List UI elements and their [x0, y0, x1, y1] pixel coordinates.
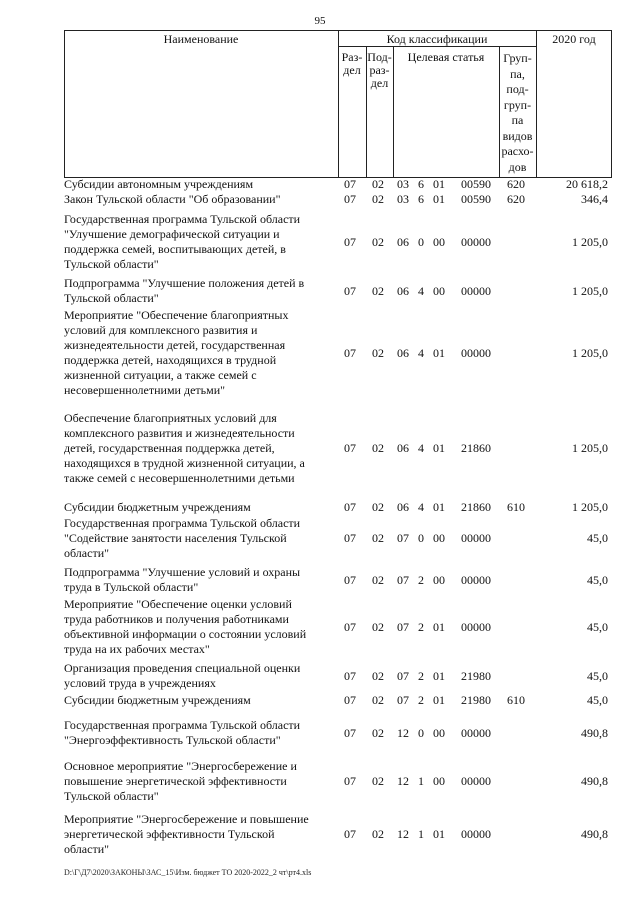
- direction-code: 21980: [461, 669, 491, 683]
- program-code: 06: [397, 441, 409, 455]
- row-name: Субсидии бюджетным учреждениям: [64, 500, 251, 514]
- subsection-code: 02: [372, 573, 384, 587]
- section-code: 07: [344, 573, 356, 587]
- row-name: Подпрограмма "Улучшение условий и охраны труда в Тульской области": [64, 565, 301, 594]
- program-code: 06: [397, 284, 409, 298]
- program-code: 06: [397, 500, 409, 514]
- row-name: Основное мероприятие "Энергосбережение и повышение энергетической эффективности Тульской области": [64, 759, 297, 803]
- amount-2020: 20 618,2: [566, 177, 608, 191]
- subsection-code: 02: [372, 441, 384, 455]
- subsection-code: 02: [372, 827, 384, 841]
- amount-2020: 346,4: [581, 192, 608, 206]
- header-group: Груп- па, под- груп- па видов расхо- дов: [501, 51, 534, 174]
- subsection-code: 02: [372, 177, 384, 191]
- amount-2020: 1 205,0: [572, 441, 608, 455]
- section-code: 07: [344, 693, 356, 707]
- expense-group-code: 610: [507, 500, 525, 514]
- subprogram-code: 4: [418, 441, 424, 455]
- subprogram-code: 6: [418, 192, 424, 206]
- direction-code: 00000: [461, 573, 491, 587]
- subsection-code: 02: [372, 774, 384, 788]
- program-code: 12: [397, 726, 409, 740]
- section-code: 07: [344, 500, 356, 514]
- amount-2020: 45,0: [587, 620, 608, 634]
- subprogram-code: 4: [418, 346, 424, 360]
- section-code: 07: [344, 774, 356, 788]
- row-name: Субсидии бюджетным учреждениям: [64, 693, 251, 707]
- program-code: 03: [397, 177, 409, 191]
- event-code: 01: [433, 441, 445, 455]
- subsection-code: 02: [372, 235, 384, 249]
- section-code: 07: [344, 284, 356, 298]
- event-code: 01: [433, 346, 445, 360]
- direction-code: 21860: [461, 441, 491, 455]
- row-name: Мероприятие "Обеспечение благоприятных условий для комплексного развития и жизнедеятельности детей, государственная поддержка детей, находящихся в трудной жизненной ситуации, а также семей с несовершеннолетними детьми": [64, 308, 289, 397]
- row-name: Государственная программа Тульской области "Содействие занятости населения Тульской области": [64, 516, 301, 560]
- event-code: 00: [433, 531, 445, 545]
- amount-2020: 1 205,0: [572, 284, 608, 298]
- row-name: Государственная программа Тульской области "Энергоэффективность Тульской области": [64, 718, 301, 747]
- page-number: 95: [314, 15, 326, 27]
- expense-group-code: 620: [507, 177, 525, 191]
- program-code: 12: [397, 774, 409, 788]
- direction-code: 00000: [461, 827, 491, 841]
- row-name: Государственная программа Тульской области "Улучшение демографической ситуации и поддержка семей, воспитывающих детей, в Тульской области": [64, 212, 301, 271]
- amount-2020: 490,8: [581, 726, 608, 740]
- direction-code: 00000: [461, 531, 491, 545]
- amount-2020: 490,8: [581, 827, 608, 841]
- subsection-code: 02: [372, 620, 384, 634]
- event-code: 00: [433, 774, 445, 788]
- section-code: 07: [344, 346, 356, 360]
- section-code: 07: [344, 669, 356, 683]
- section-code: 07: [344, 192, 356, 206]
- program-code: 06: [397, 346, 409, 360]
- program-code: 07: [397, 693, 409, 707]
- file-path-footer: D:\Г\Д7\2020\ЗАКОНЫ\ЗАС_15\Изм. бюджет ТО 2020-2022_2 чт\рт4.xls: [64, 868, 312, 877]
- section-code: 07: [344, 441, 356, 455]
- section-code: 07: [344, 235, 356, 249]
- program-code: 03: [397, 192, 409, 206]
- program-code: 06: [397, 235, 409, 249]
- header-code: Код классификации: [386, 32, 488, 46]
- subprogram-code: 1: [418, 774, 424, 788]
- header-target: Целевая статья: [407, 50, 485, 64]
- subsection-code: 02: [372, 346, 384, 360]
- amount-2020: 45,0: [587, 573, 608, 587]
- event-code: 01: [433, 620, 445, 634]
- subprogram-code: 0: [418, 726, 424, 740]
- program-code: 07: [397, 573, 409, 587]
- row-name: Мероприятие "Энергосбережение и повышение энергетической эффективности Тульской области": [64, 812, 309, 856]
- section-code: 07: [344, 827, 356, 841]
- section-code: 07: [344, 177, 356, 191]
- event-code: 01: [433, 827, 445, 841]
- subprogram-code: 6: [418, 177, 424, 191]
- row-name: Обеспечение благоприятных условий для комплексного развития и жизнедеятельности детей, государственная поддержка детей, находящихся в трудной жизненной ситуации, а также семей с несовершеннолетними детьми: [64, 411, 305, 485]
- subsection-code: 02: [372, 693, 384, 707]
- row-name: Мероприятие "Обеспечение оценки условий труда работников и получения работниками объективной информации о состоянии условий труда на их рабочих местах": [64, 597, 307, 656]
- event-code: 01: [433, 192, 445, 206]
- row-name: Закон Тульской области "Об образовании": [64, 192, 281, 206]
- direction-code: 00000: [461, 774, 491, 788]
- header-year: 2020 год: [552, 32, 596, 46]
- expense-group-code: 620: [507, 192, 525, 206]
- amount-2020: 1 205,0: [572, 235, 608, 249]
- program-code: 12: [397, 827, 409, 841]
- event-code: 01: [433, 693, 445, 707]
- direction-code: 00590: [461, 192, 491, 206]
- program-code: 07: [397, 669, 409, 683]
- row-name: Организация проведения специальной оценки условий труда в учреждениях: [64, 661, 301, 690]
- direction-code: 00000: [461, 235, 491, 249]
- event-code: 00: [433, 235, 445, 249]
- header-podrazdel: Под- раз- дел: [367, 50, 392, 90]
- direction-code: 00590: [461, 177, 491, 191]
- program-code: 07: [397, 531, 409, 545]
- amount-2020: 490,8: [581, 774, 608, 788]
- direction-code: 00000: [461, 284, 491, 298]
- event-code: 00: [433, 573, 445, 587]
- subprogram-code: 2: [418, 669, 424, 683]
- row-name: Субсидии автономным учреждениям: [64, 177, 254, 191]
- event-code: 01: [433, 669, 445, 683]
- table-header: [0, 0, 640, 180]
- direction-code: 00000: [461, 726, 491, 740]
- event-code: 01: [433, 177, 445, 191]
- subsection-code: 02: [372, 726, 384, 740]
- direction-code: 00000: [461, 620, 491, 634]
- program-code: 07: [397, 620, 409, 634]
- amount-2020: 45,0: [587, 669, 608, 683]
- subprogram-code: 2: [418, 693, 424, 707]
- subsection-code: 02: [372, 500, 384, 514]
- subprogram-code: 2: [418, 620, 424, 634]
- amount-2020: 45,0: [587, 531, 608, 545]
- subprogram-code: 2: [418, 573, 424, 587]
- section-code: 07: [344, 726, 356, 740]
- amount-2020: 1 205,0: [572, 500, 608, 514]
- direction-code: 21860: [461, 500, 491, 514]
- subprogram-code: 4: [418, 500, 424, 514]
- row-name: Подпрограмма "Улучшение положения детей в Тульской области": [64, 276, 305, 305]
- subsection-code: 02: [372, 284, 384, 298]
- section-code: 07: [344, 531, 356, 545]
- expense-group-code: 610: [507, 693, 525, 707]
- amount-2020: 45,0: [587, 693, 608, 707]
- event-code: 00: [433, 284, 445, 298]
- subprogram-code: 4: [418, 284, 424, 298]
- subprogram-code: 0: [418, 235, 424, 249]
- direction-code: 00000: [461, 346, 491, 360]
- amount-2020: 1 205,0: [572, 346, 608, 360]
- subprogram-code: 0: [418, 531, 424, 545]
- header-razdel: Раз- дел: [341, 50, 363, 77]
- event-code: 01: [433, 500, 445, 514]
- event-code: 00: [433, 726, 445, 740]
- section-code: 07: [344, 620, 356, 634]
- direction-code: 21980: [461, 693, 491, 707]
- subprogram-code: 1: [418, 827, 424, 841]
- subsection-code: 02: [372, 192, 384, 206]
- header-name: Наименование: [163, 32, 239, 46]
- subsection-code: 02: [372, 669, 384, 683]
- subsection-code: 02: [372, 531, 384, 545]
